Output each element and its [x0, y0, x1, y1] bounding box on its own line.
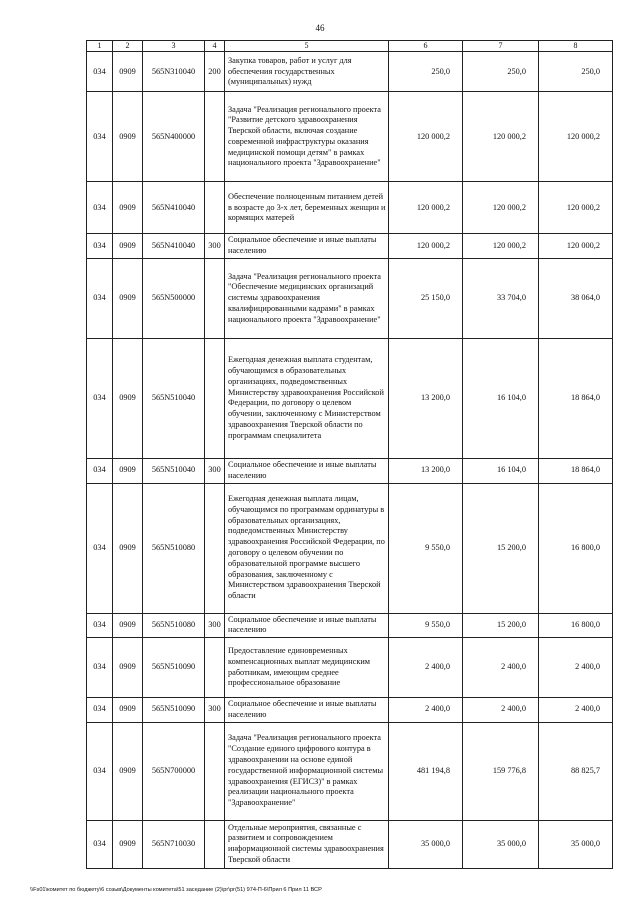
cell-amount-2: 159 776,8	[463, 722, 539, 820]
cell-section: 0909	[113, 258, 143, 338]
cell-amount-2: 120 000,2	[463, 234, 539, 259]
cell-amount-3: 38 064,0	[539, 258, 613, 338]
cell-ministry: 034	[87, 638, 113, 698]
cell-section: 0909	[113, 52, 143, 92]
cell-amount-2: 35 000,0	[463, 820, 539, 868]
cell-section: 0909	[113, 458, 143, 483]
cell-amount-3: 120 000,2	[539, 234, 613, 259]
cell-description: Задача "Реализация регионального проекта "Обеспечение медицинских организаций системы здравоохранения квалифицированными кадрами" в рамках национального проекта "Здравоохранение"	[225, 258, 389, 338]
table-row	[87, 258, 613, 338]
cell-description: Обеспечение полноценным питанием детей в возрасте до 3-х лет, беременных женщин и кормящих матерей	[225, 182, 389, 234]
cell-ministry: 034	[87, 234, 113, 259]
cell-description: Предоставление единовременных компенсационных выплат медицинским работникам, имеющим среднее профессиональное образование	[225, 638, 389, 698]
cell-expense-type	[205, 182, 225, 234]
cell-expense-type	[205, 258, 225, 338]
cell-amount-1: 120 000,2	[389, 234, 463, 259]
cell-target-code: 565N510080	[143, 613, 205, 638]
table-row	[87, 698, 613, 723]
table-row	[87, 820, 613, 868]
cell-amount-1: 250,0	[389, 52, 463, 92]
cell-amount-2: 120 000,2	[463, 182, 539, 234]
cell-section: 0909	[113, 638, 143, 698]
cell-ministry: 034	[87, 182, 113, 234]
cell-description: Социальное обеспечение и иные выплаты населению	[225, 234, 389, 259]
cell-expense-type: 300	[205, 698, 225, 723]
cell-expense-type: 200	[205, 52, 225, 92]
cell-amount-2: 120 000,2	[463, 92, 539, 182]
table-row	[87, 722, 613, 820]
cell-amount-1: 25 150,0	[389, 258, 463, 338]
cell-amount-3: 120 000,2	[539, 92, 613, 182]
cell-target-code: 565N710030	[143, 820, 205, 868]
cell-description: Социальное обеспечение и иные выплаты населению	[225, 698, 389, 723]
header-cell: 8	[539, 41, 613, 52]
cell-amount-1: 9 550,0	[389, 613, 463, 638]
budget-table	[86, 40, 613, 869]
cell-expense-type: 300	[205, 613, 225, 638]
cell-target-code: 565N510040	[143, 458, 205, 483]
header-cell: 2	[113, 41, 143, 52]
header-cell: 3	[143, 41, 205, 52]
cell-amount-2: 16 104,0	[463, 338, 539, 458]
cell-amount-2: 2 400,0	[463, 638, 539, 698]
cell-description: Задача "Реализация регионального проекта "Развитие детского здравоохранения Тверской области, включая создание современной инфраструктуры оказания медицинской помощи детям" в рамках национального проекта "Здравоохранение"	[225, 92, 389, 182]
cell-amount-1: 120 000,2	[389, 182, 463, 234]
cell-amount-3: 88 825,7	[539, 722, 613, 820]
cell-description: Задача "Реализация регионального проекта "Создание единого цифрового контура в здравоохранении на основе единой государственной информационной системы здравоохранения (ЕГИСЗ)" в рамках реализации национального проекта "Здравоохранение"	[225, 722, 389, 820]
cell-ministry: 034	[87, 483, 113, 613]
cell-amount-1: 13 200,0	[389, 458, 463, 483]
cell-amount-3: 35 000,0	[539, 820, 613, 868]
cell-expense-type: 300	[205, 458, 225, 483]
header-cell: 6	[389, 41, 463, 52]
cell-amount-3: 18 864,0	[539, 338, 613, 458]
cell-description: Социальное обеспечение и иные выплаты населению	[225, 613, 389, 638]
cell-amount-3: 2 400,0	[539, 698, 613, 723]
cell-ministry: 034	[87, 613, 113, 638]
cell-expense-type	[205, 820, 225, 868]
cell-amount-1: 9 550,0	[389, 483, 463, 613]
cell-description: Социальное обеспечение и иные выплаты населению	[225, 458, 389, 483]
table-row	[87, 638, 613, 698]
cell-target-code: 565N510090	[143, 698, 205, 723]
cell-ministry: 034	[87, 458, 113, 483]
cell-target-code: 565N510090	[143, 638, 205, 698]
cell-amount-2: 250,0	[463, 52, 539, 92]
cell-amount-1: 2 400,0	[389, 698, 463, 723]
cell-amount-3: 16 800,0	[539, 483, 613, 613]
cell-expense-type	[205, 338, 225, 458]
cell-amount-1: 2 400,0	[389, 638, 463, 698]
table-row	[87, 182, 613, 234]
table-row	[87, 234, 613, 259]
table-row	[87, 613, 613, 638]
cell-amount-2: 15 200,0	[463, 483, 539, 613]
cell-section: 0909	[113, 820, 143, 868]
header-cell: 7	[463, 41, 539, 52]
cell-description: Закупка товаров, работ и услуг для обеспечения государственных (муниципальных) нужд	[225, 52, 389, 92]
cell-amount-2: 16 104,0	[463, 458, 539, 483]
cell-ministry: 034	[87, 258, 113, 338]
cell-ministry: 034	[87, 820, 113, 868]
cell-expense-type	[205, 92, 225, 182]
cell-expense-type: 300	[205, 234, 225, 259]
cell-target-code: 565N310040	[143, 52, 205, 92]
table-row	[87, 92, 613, 182]
cell-target-code: 565N700000	[143, 722, 205, 820]
cell-amount-3: 120 000,2	[539, 182, 613, 234]
cell-amount-1: 35 000,0	[389, 820, 463, 868]
cell-description: Ежегодная денежная выплата лицам, обучающимся по программам ординатуры в образовательных организациях, подведомственных Министерству здравоохранения Российской Федерации, по договору о целевом обучении по образовательной программе высшего образования, заключенному с Министерством здравоохранения Тверской области	[225, 483, 389, 613]
cell-ministry: 034	[87, 92, 113, 182]
cell-expense-type	[205, 638, 225, 698]
cell-amount-3: 16 800,0	[539, 613, 613, 638]
cell-amount-1: 120 000,2	[389, 92, 463, 182]
cell-description: Ежегодная денежная выплата студентам, обучающимся в образовательных организациях, подведомственных Министерству здравоохранения Российской Федерации, по договору о целевом обучении, заключенному с Министерством здравоохранения Тверской области по программам специалитета	[225, 338, 389, 458]
cell-target-code: 565N510080	[143, 483, 205, 613]
table-row	[87, 483, 613, 613]
cell-expense-type	[205, 722, 225, 820]
cell-amount-2: 33 704,0	[463, 258, 539, 338]
cell-section: 0909	[113, 698, 143, 723]
table-row	[87, 52, 613, 92]
cell-section: 0909	[113, 613, 143, 638]
cell-ministry: 034	[87, 722, 113, 820]
cell-expense-type	[205, 483, 225, 613]
cell-section: 0909	[113, 234, 143, 259]
header-cell: 5	[225, 41, 389, 52]
header-cell: 4	[205, 41, 225, 52]
cell-description: Отдельные мероприятия, связанные с развитием и сопровождением информационной системы здравоохранения Тверской области	[225, 820, 389, 868]
cell-target-code: 565N400000	[143, 92, 205, 182]
cell-ministry: 034	[87, 698, 113, 723]
cell-section: 0909	[113, 182, 143, 234]
table-row	[87, 338, 613, 458]
cell-target-code: 565N410040	[143, 234, 205, 259]
cell-amount-3: 250,0	[539, 52, 613, 92]
header-cell: 1	[87, 41, 113, 52]
header-row	[87, 41, 613, 52]
cell-ministry: 034	[87, 338, 113, 458]
cell-ministry: 034	[87, 52, 113, 92]
cell-target-code: 565N410040	[143, 182, 205, 234]
cell-section: 0909	[113, 483, 143, 613]
cell-amount-1: 13 200,0	[389, 338, 463, 458]
cell-amount-3: 18 864,0	[539, 458, 613, 483]
cell-amount-1: 481 194,8	[389, 722, 463, 820]
cell-section: 0909	[113, 722, 143, 820]
cell-target-code: 565N500000	[143, 258, 205, 338]
cell-amount-2: 15 200,0	[463, 613, 539, 638]
file-path-footer: \\Fs01\комитет по бюджету\6 созыв\Документы комитета\51 заседание (2)\рг\рг(51) 974-П-6\Прил 6 Прил 11 ВСР	[30, 887, 322, 893]
cell-section: 0909	[113, 92, 143, 182]
table-row	[87, 458, 613, 483]
page-number: 46	[315, 23, 325, 33]
cell-amount-3: 2 400,0	[539, 638, 613, 698]
cell-target-code: 565N510040	[143, 338, 205, 458]
cell-section: 0909	[113, 338, 143, 458]
cell-amount-2: 2 400,0	[463, 698, 539, 723]
